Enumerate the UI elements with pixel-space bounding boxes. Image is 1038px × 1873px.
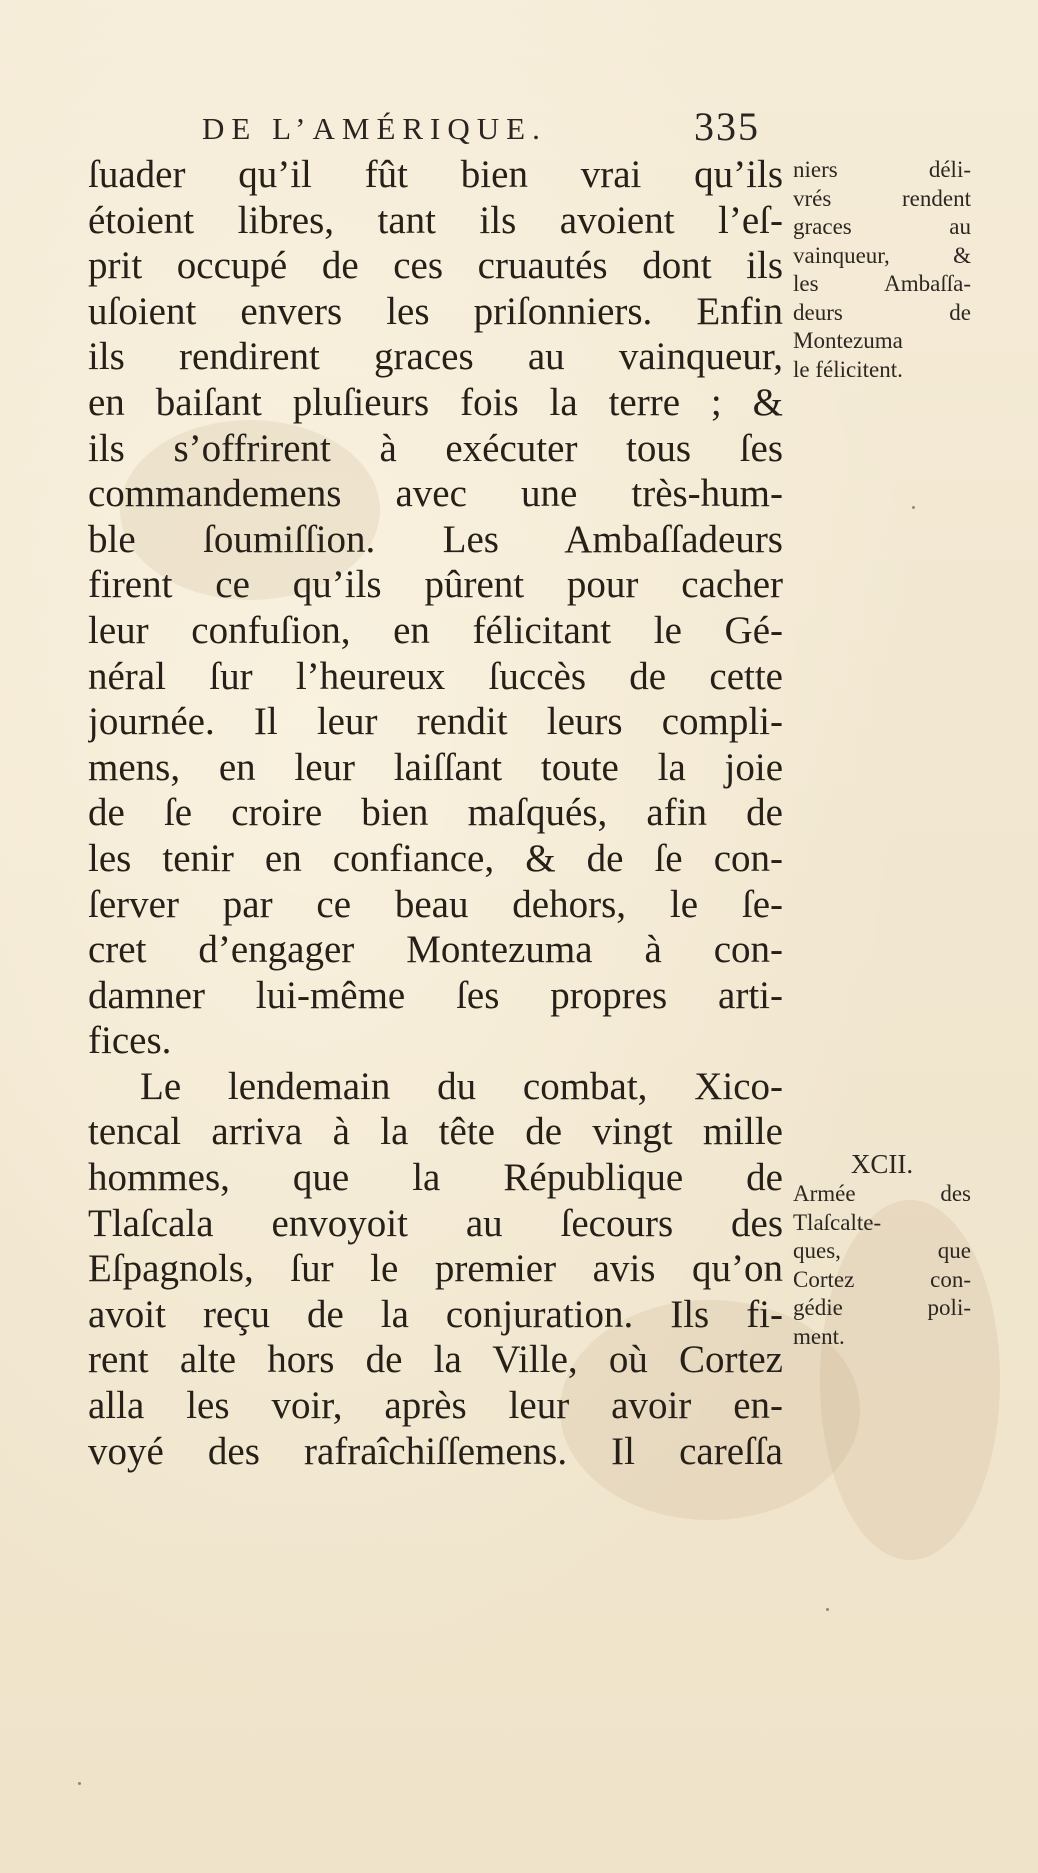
marginal-note-line: vrés rendent <box>793 185 971 211</box>
text-line: alla les voir, après leur avoir en- <box>88 1384 783 1428</box>
text-line: les tenir en confiance, & de ſe con- <box>88 836 783 880</box>
marginal-note <box>793 156 971 384</box>
marginal-note-line: deurs de <box>793 299 971 325</box>
ink-speck <box>826 1608 829 1611</box>
ink-speck <box>912 506 915 509</box>
marginal-note-line: graces au <box>793 214 971 239</box>
text-line: fices. <box>88 1019 172 1063</box>
text-line: damner lui-même ſes propres arti- <box>88 973 783 1017</box>
marginal-note-line: Armée des <box>793 1181 971 1206</box>
text-line: Le lendemain du combat, Xico- <box>140 1064 783 1108</box>
marginal-note-line: niers déli- <box>793 157 971 182</box>
marginal-note-line: Tlaſcalte- <box>793 1209 882 1235</box>
text-line: journée. Il leur rendit leurs compli- <box>88 700 783 744</box>
text-line: rent alte hors de la Ville, où Cortez <box>88 1338 783 1382</box>
text-line: commandemens avec une très-hum- <box>88 472 783 516</box>
text-line: de ſe croire bien maſqués, afin de <box>88 791 783 835</box>
text-line: ble ſoumiſſion. Les Ambaſſadeurs <box>88 517 783 561</box>
page-header <box>190 103 760 153</box>
text-line: prit occupé de ces cruautés dont ils <box>88 244 783 288</box>
text-line: néral ſur l’heureux ſuccès de cette <box>88 654 783 698</box>
text-line: Eſpagnols, ſur le premier avis qu’on <box>88 1247 783 1291</box>
text-line: ſerver par ce beau dehors, le ſe- <box>88 882 783 926</box>
text-line: Tlaſcala envoyoit au ſecours des <box>88 1201 783 1245</box>
section-number: XCII. <box>850 1149 914 1179</box>
running-head: DE L’AMÉRIQUE. <box>202 111 547 146</box>
marginal-note-line: gédie poli- <box>793 1295 971 1320</box>
text-line: tencal arriva à la tête de vingt mille <box>88 1110 783 1154</box>
body-text <box>88 152 783 1474</box>
text-line: ils rendirent graces au vainqueur, <box>88 335 783 379</box>
text-line: leur confuſion, en félicitant le Gé- <box>88 608 783 652</box>
text-line: ils s’offrirent à exécuter tous ſes <box>88 426 783 470</box>
page-number: 335 <box>694 104 760 149</box>
text-line: étoient libres, tant ils avoient l’eſ- <box>88 198 783 242</box>
ink-speck <box>78 1782 81 1785</box>
text-line: ſuader qu’il fût bien vrai qu’ils <box>88 153 783 196</box>
marginal-note-line: vainqueur, & <box>793 242 971 268</box>
marginal-note-line: Montezuma <box>793 328 903 353</box>
marginal-note-line: ques, que <box>793 1238 971 1263</box>
text-line: en baiſant pluſieurs fois la terre ; & <box>88 380 783 424</box>
text-line: firent ce qu’ils pûrent pour cacher <box>88 563 783 607</box>
text-line: hommes, que la République de <box>88 1156 783 1200</box>
marginal-note-line: ment. <box>793 1323 845 1349</box>
marginal-note-line: Cortez con- <box>793 1266 971 1292</box>
text-line: cret d’engager Montezuma à con- <box>88 928 783 972</box>
text-line: voyé des rafraîchiſſemens. Il careſſa <box>88 1429 783 1473</box>
text-line: uſoient envers les priſonniers. Enfin <box>88 289 783 333</box>
text-line: avoit reçu de la conjuration. Ils fi- <box>88 1292 783 1336</box>
marginal-note-line: les Ambaſſa- <box>793 271 971 296</box>
marginal-note-section <box>793 1148 971 1351</box>
text-line: mens, en leur laiſſant toute la joie <box>88 745 783 789</box>
marginal-note-line: le félicitent. <box>793 356 903 382</box>
